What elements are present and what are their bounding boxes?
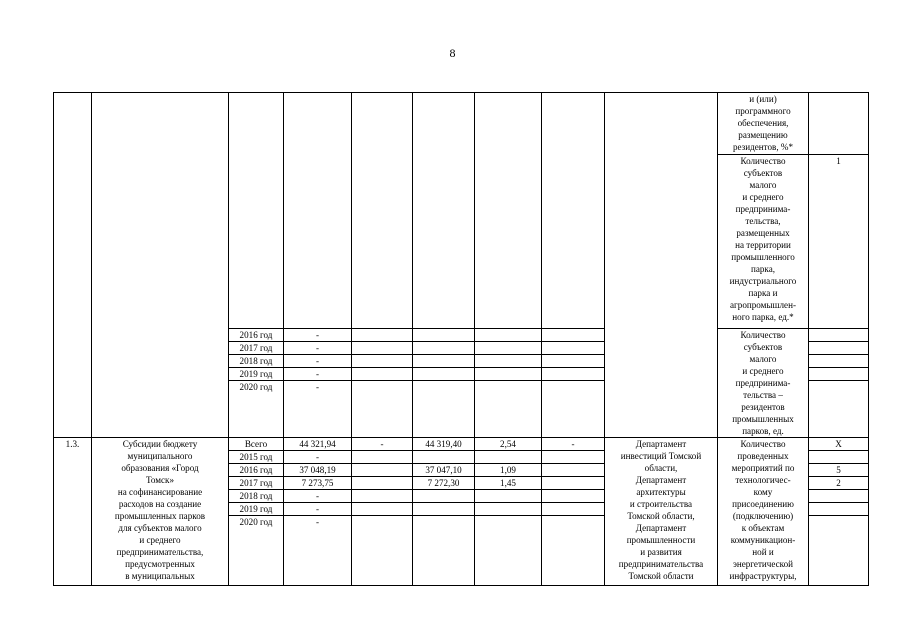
cell-local (475, 490, 542, 503)
cell-local (475, 355, 542, 368)
cell-regional (413, 516, 475, 586)
cell-total: 37 048,19 (284, 464, 352, 477)
cell-other (542, 490, 605, 503)
value-cell (809, 342, 869, 355)
table-row (54, 438, 869, 451)
cell-total: - (284, 451, 352, 464)
cell-federal (352, 477, 413, 490)
cell-local (475, 451, 542, 464)
cell-total: 44 321,94 (284, 438, 352, 451)
cell-year: 2018 год (229, 490, 284, 503)
value-cell (809, 355, 869, 368)
cell-number (54, 93, 92, 438)
cell-other: - (542, 438, 605, 451)
cell-year: 2016 год (229, 464, 284, 477)
cell-federal (352, 368, 413, 381)
value-cell (809, 381, 869, 438)
cell-regional (413, 329, 475, 342)
cell-regional (413, 503, 475, 516)
indicator-cell: Количество проведенных мероприятий по технологичес- кому присоединению (подключению) к объектам коммуникацион- ной и энергетической инфраструктуры, (718, 438, 809, 586)
cell-regional: 7 272,30 (413, 477, 475, 490)
value-cell (809, 93, 869, 155)
cell-federal (352, 464, 413, 477)
table-row (54, 93, 869, 155)
indicator-cell: и (или) программного обеспечения, размещению резидентов, %* (718, 93, 809, 155)
value-cell (809, 503, 869, 516)
cell-other (542, 368, 605, 381)
value-cell (809, 490, 869, 503)
cell-regional (413, 355, 475, 368)
cell-total: - (284, 355, 352, 368)
cell-federal: - (352, 438, 413, 451)
cell-total: - (284, 368, 352, 381)
cell-year: 2016 год (229, 329, 284, 342)
value-cell (809, 516, 869, 586)
program-table (53, 92, 869, 586)
cell-local (475, 503, 542, 516)
cell-other (542, 503, 605, 516)
value-cell (809, 451, 869, 464)
cell-regional: 44 319,40 (413, 438, 475, 451)
cell-total: - (284, 490, 352, 503)
cell-year: 2019 год (229, 503, 284, 516)
cell-year: 2019 год (229, 368, 284, 381)
cell-other (542, 329, 605, 342)
cell-executor (605, 93, 718, 438)
cell-total: - (284, 503, 352, 516)
cell-federal (352, 93, 413, 329)
cell-description: Субсидии бюджету муниципального образования «Город Томск» на софинансирование расходов на создание промышленных парков для субъектов малого и среднего предпринимательства, предусмотренных в муниципальных (92, 438, 229, 586)
cell-total: - (284, 329, 352, 342)
cell-other (542, 381, 605, 438)
cell-other (542, 464, 605, 477)
cell-year: 2020 год (229, 381, 284, 438)
cell-local (475, 516, 542, 586)
cell-year: 2018 год (229, 355, 284, 368)
cell-description (92, 93, 229, 438)
cell-year: 2020 год (229, 516, 284, 586)
cell-local: 1,09 (475, 464, 542, 477)
cell-total: - (284, 381, 352, 438)
cell-federal (352, 342, 413, 355)
cell-federal (352, 451, 413, 464)
page-number: 8 (449, 46, 456, 60)
cell-federal (352, 490, 413, 503)
cell-regional (413, 490, 475, 503)
cell-total: 7 273,75 (284, 477, 352, 490)
cell-regional (413, 451, 475, 464)
cell-executor: Департамент инвестиций Томской области, Департамент архитектуры и строительства Томской области, Департамент промышленности и развития предпринимательства Томской области (605, 438, 718, 586)
cell-regional: 37 047,10 (413, 464, 475, 477)
cell-other (542, 477, 605, 490)
cell-federal (352, 516, 413, 586)
cell-year: 2015 год (229, 451, 284, 464)
cell-year: 2017 год (229, 477, 284, 490)
cell-year: Всего (229, 438, 284, 451)
cell-local (475, 329, 542, 342)
indicator-cell: Количество субъектов малого и среднего предпринима- тельства, размещенных на территории промышленного парка, индустриального парка и агропромышлен- ного парка, ед.* (718, 155, 809, 329)
cell-year: 2017 год (229, 342, 284, 355)
cell-regional (413, 381, 475, 438)
cell-local: 1,45 (475, 477, 542, 490)
cell-regional (413, 93, 475, 329)
cell-total: - (284, 342, 352, 355)
value-cell: 2 (809, 477, 869, 490)
cell-total (284, 93, 352, 329)
value-cell (809, 329, 869, 342)
cell-other (542, 342, 605, 355)
cell-regional (413, 368, 475, 381)
cell-local (475, 368, 542, 381)
cell-local: 2,54 (475, 438, 542, 451)
cell-other (542, 516, 605, 586)
value-cell: 5 (809, 464, 869, 477)
value-cell: X (809, 438, 869, 451)
cell-number: 1.3. (54, 438, 92, 586)
cell-federal (352, 503, 413, 516)
cell-local (475, 342, 542, 355)
cell-other (542, 451, 605, 464)
cell-total: - (284, 516, 352, 586)
indicator-cell: Количество субъектов малого и среднего предпринима- тельства – резидентов промышленных парков, ед. (718, 329, 809, 438)
cell-federal (352, 381, 413, 438)
cell-local (475, 93, 542, 329)
cell-year (229, 93, 284, 329)
cell-other (542, 355, 605, 368)
cell-federal (352, 355, 413, 368)
value-cell: 1 (809, 155, 869, 329)
cell-local (475, 381, 542, 438)
value-cell (809, 368, 869, 381)
cell-regional (413, 342, 475, 355)
cell-federal (352, 329, 413, 342)
cell-other (542, 93, 605, 329)
